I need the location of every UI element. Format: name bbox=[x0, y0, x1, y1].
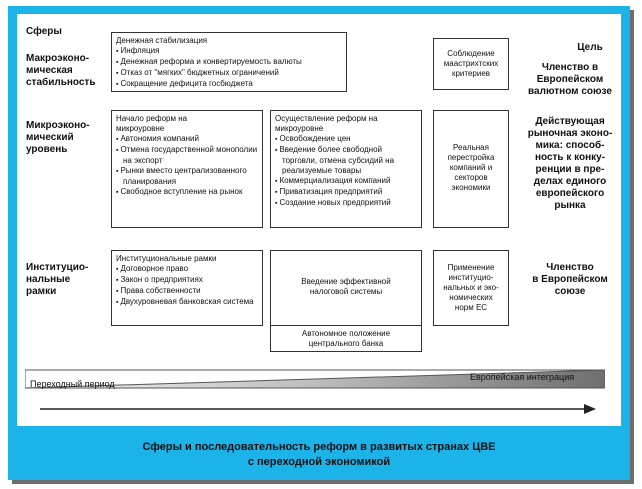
monetary-stabilization-box: Денежная стабилизация ▪ Инфляция ▪ Денежная реформа и конвертируемость валюты ▪ Отказ от "мягких" бюджетных ограничений ▪ Сокращение дефицита госбюджета bbox=[111, 32, 347, 92]
list-item: ▪ Свободное вступление на рынок bbox=[116, 187, 258, 198]
tax-system-box: Введение эффективной налоговой системы bbox=[270, 250, 422, 326]
list-item: ▪ Коммерциализация компаний bbox=[275, 176, 417, 187]
micro-reform-implementation-box: Осуществление реформ на микроуровне ▪ Освобождение цен ▪ Введение более свободной торговли, отмена субсидий на реализуемые товары ▪ Коммерциализация компаний ▪ Приватизация предприятий ▪ Создание новых предприятий bbox=[270, 110, 422, 228]
row-label-macro: Макроэконо- мическая стабильность bbox=[26, 53, 96, 88]
caption-line-2: с переходной экономикой bbox=[247, 456, 391, 468]
list-item: ▪ Права собственности bbox=[116, 286, 258, 297]
european-integration-label: Европейская интеграция bbox=[470, 372, 575, 382]
list-item: ▪ Отмена государственной монополии на экспорт bbox=[116, 145, 258, 166]
row-label-institutional: Институцио- нальные рамки bbox=[26, 262, 89, 297]
list-item: ▪ Приватизация предприятий bbox=[275, 187, 417, 198]
list-item: ▪ Отказ от "мягких" бюджетных ограничений bbox=[116, 68, 342, 79]
time-arrow bbox=[40, 402, 596, 416]
list-item: ▪ Денежная реформа и конвертируемость валюты bbox=[116, 57, 342, 68]
arrow-head-icon bbox=[584, 404, 596, 414]
list-item: ▪ Создание новых предприятий bbox=[275, 198, 417, 209]
goal-monetary-union: Членство в Европейском валютном союзе bbox=[528, 62, 612, 97]
list-item: ▪ Инфляция bbox=[116, 46, 342, 57]
list-item: ▪ Сокращение дефицита госбюджета bbox=[116, 79, 342, 90]
maastricht-criteria-box: Соблюдение маастрихтских критериев bbox=[433, 38, 509, 90]
micro-reform-start-box: Начало реформ на микроуровне ▪ Автономия компаний ▪ Отмена государственной монополии на экспорт ▪ Рынки вместо централизованного планирования ▪ Свободное вступление на рынок bbox=[111, 110, 263, 228]
list-item: ▪ Освобождение цен bbox=[275, 134, 417, 145]
goal-market-economy: Действующая рыночная эконо- мика: способ- ность к конку- ренции в пре- делах единого европейского рынка bbox=[527, 116, 613, 211]
institutional-framework-box: Институциональные рамки ▪ Договорное право ▪ Закон о предприятиях ▪ Права собственности ▪ Двухуровневая банковская система bbox=[111, 250, 263, 326]
list-item: ▪ Автономия компаний bbox=[116, 134, 258, 145]
goal-header: Цель bbox=[577, 42, 603, 53]
list-item: ▪ Закон о предприятиях bbox=[116, 275, 258, 286]
list-item: ▪ Договорное право bbox=[116, 264, 258, 275]
list-item: ▪ Введение более свободной торговли, отмена субсидий на реализуемые товары bbox=[275, 145, 417, 176]
row-label-micro: Микроэконо- мический уровень bbox=[26, 120, 90, 155]
restructuring-box: Реальная перестройка компаний и секторов экономики bbox=[433, 110, 509, 228]
list-item: ▪ Двухуровневая банковская система bbox=[116, 297, 258, 308]
central-bank-box: Автономное положение центрального банка bbox=[270, 325, 422, 352]
list-item: ▪ Рынки вместо централизованного планирования bbox=[116, 166, 258, 187]
transition-period-label: Переходный период bbox=[30, 379, 115, 389]
eu-norms-box: Применение институцио- нальных и эко- номических норм ЕС bbox=[433, 250, 509, 326]
spheres-header: Сферы bbox=[26, 26, 62, 37]
caption-line-1: Сферы и последовательность реформ в развитых странах ЦВЕ bbox=[142, 441, 496, 453]
goal-eu-membership: Членство в Европейском союзе bbox=[532, 262, 608, 297]
